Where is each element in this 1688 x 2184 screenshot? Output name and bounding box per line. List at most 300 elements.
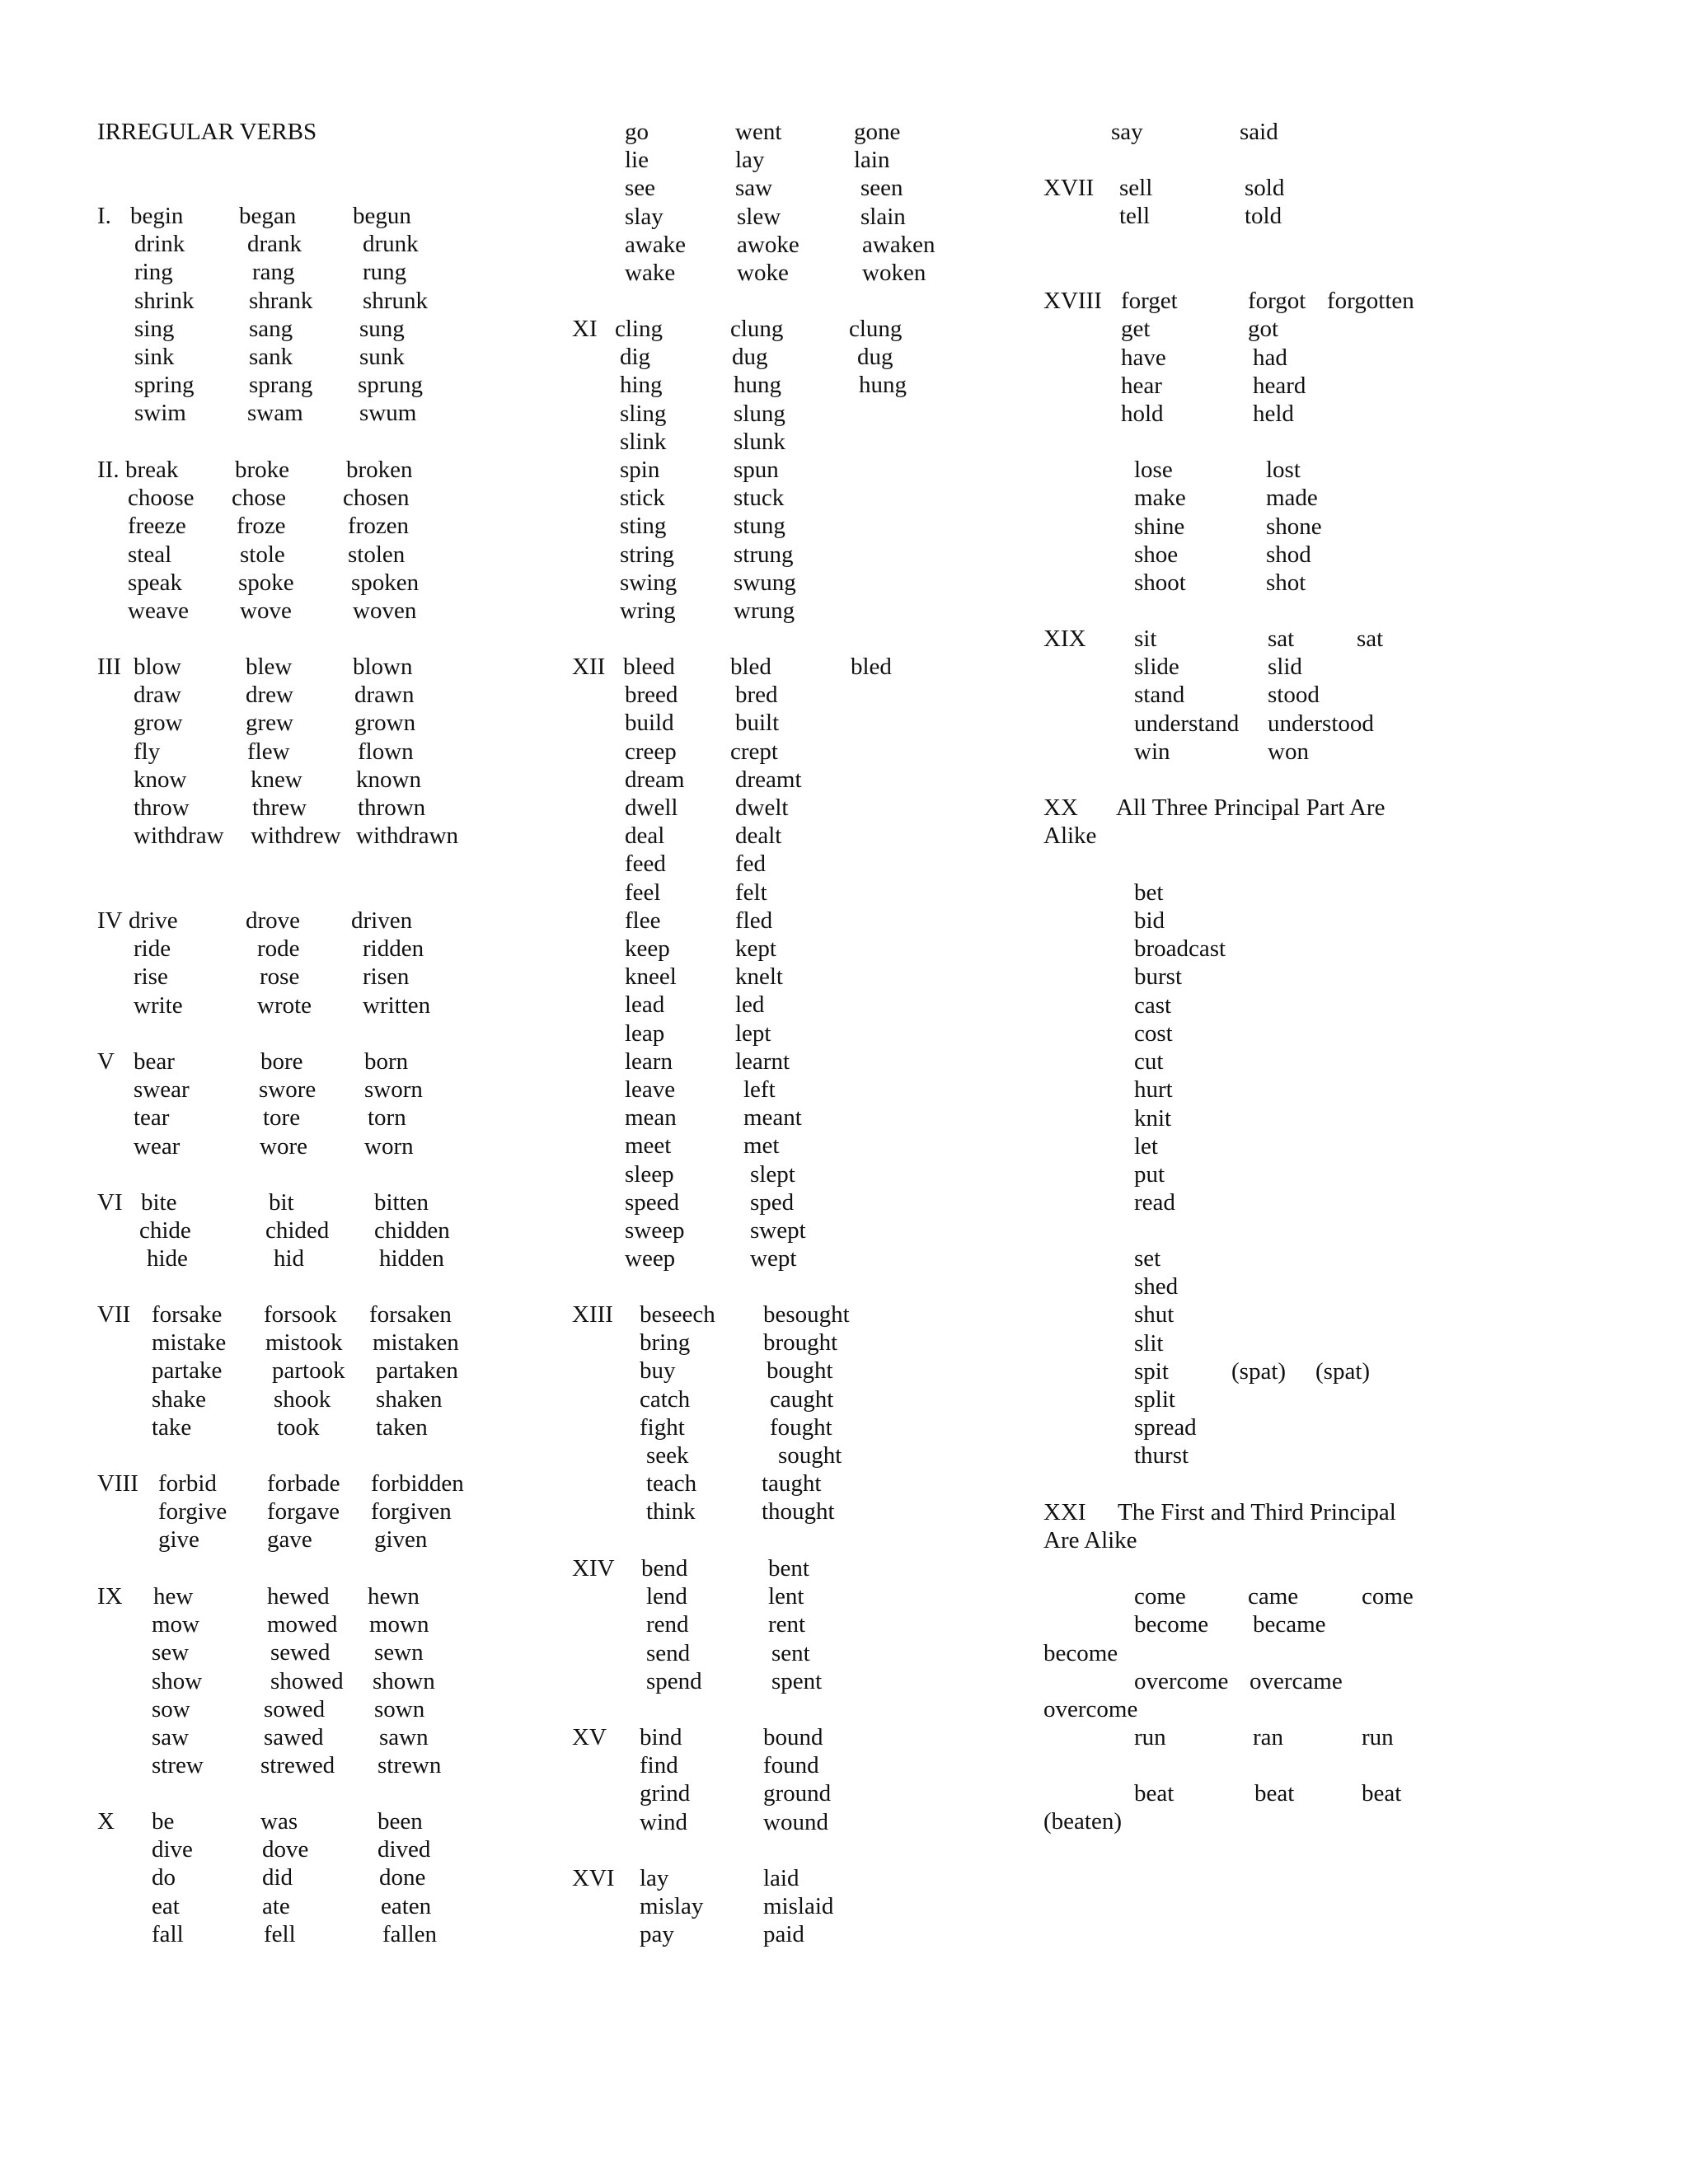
verb-past-participle: shrunk bbox=[363, 287, 428, 314]
verb-base-form: kneel bbox=[625, 963, 677, 991]
verb-past-tense: bled bbox=[730, 654, 771, 680]
verb-base-form: partake bbox=[152, 1357, 223, 1385]
verb-base-form: knit bbox=[1134, 1105, 1172, 1132]
verb-past-tense: was bbox=[260, 1808, 298, 1835]
verb-past-tense: went bbox=[735, 119, 782, 145]
verb-past-participle: worn bbox=[364, 1132, 414, 1160]
verb-base-form: tell bbox=[1119, 203, 1151, 230]
verb-past-tense: bent bbox=[768, 1555, 809, 1582]
verb-past-tense: strewed bbox=[260, 1752, 335, 1779]
verb-past-participle: been bbox=[377, 1808, 423, 1835]
verb-past-tense: heard bbox=[1253, 373, 1306, 399]
verb-past-tense: showed bbox=[270, 1667, 344, 1694]
verb-past-tense: mowed bbox=[267, 1611, 338, 1638]
verb-base-form: keep bbox=[625, 935, 670, 962]
verb-base-form: fight bbox=[640, 1413, 685, 1441]
verb-past-tense: got bbox=[1248, 316, 1279, 342]
verb-past-tense: stuck bbox=[734, 485, 785, 512]
verb-past-participle: done bbox=[379, 1864, 426, 1891]
verb-base-form: forsake bbox=[152, 1301, 223, 1328]
verb-base-form: chide bbox=[139, 1217, 191, 1244]
verb-past-tense: wrote bbox=[257, 991, 312, 1019]
verb-base-form: wring bbox=[620, 598, 676, 624]
verb-past-tense: brought bbox=[763, 1329, 838, 1357]
verb-base-form: lead bbox=[625, 991, 665, 1019]
verb-base-form: swim bbox=[134, 400, 186, 427]
group-numeral: I. bbox=[97, 203, 111, 229]
verb-base-form: break bbox=[125, 457, 179, 483]
group-numeral: III bbox=[97, 654, 121, 680]
verb-base-form: run bbox=[1134, 1724, 1166, 1750]
verb-past-tense: slept bbox=[750, 1160, 795, 1188]
verb-past-participle: risen bbox=[363, 963, 410, 991]
verb-past-tense: withdrew bbox=[251, 823, 341, 850]
verb-past-tense: beat bbox=[1254, 1780, 1295, 1807]
verb-base-form: speed bbox=[625, 1188, 680, 1216]
verb-base-form: wake bbox=[625, 260, 676, 286]
verb-past-tense: understood bbox=[1268, 710, 1374, 737]
verb-base-form: stand bbox=[1134, 682, 1185, 709]
verb-base-form: set bbox=[1134, 1245, 1161, 1272]
verb-base-form: do bbox=[152, 1864, 176, 1891]
verb-past-participle: (spat) bbox=[1315, 1358, 1371, 1385]
verb-past-participle: broken bbox=[346, 457, 413, 483]
group-numeral: VIII bbox=[97, 1470, 138, 1497]
group-numeral: VII bbox=[97, 1301, 131, 1328]
verb-past-tense: blew bbox=[246, 654, 293, 680]
verb-past-tense: crept bbox=[730, 738, 778, 765]
verb-past-participle: bitten bbox=[374, 1189, 429, 1216]
verb-base-form: become bbox=[1134, 1611, 1209, 1638]
verb-past-tense: felt bbox=[735, 879, 767, 906]
verb-past-tense: sped bbox=[750, 1188, 795, 1216]
verb-base-form: thurst bbox=[1134, 1442, 1189, 1469]
verb-base-form: eat bbox=[152, 1892, 180, 1919]
verb-base-form: drive bbox=[129, 907, 178, 934]
verb-past-tense: fed bbox=[735, 851, 767, 878]
verb-base-form: get bbox=[1121, 316, 1151, 342]
verb-past-tense: led bbox=[735, 991, 765, 1019]
verb-past-participle: born bbox=[364, 1048, 409, 1075]
verb-past-participle: thrown bbox=[358, 794, 426, 821]
verb-base-form: mistake bbox=[152, 1329, 227, 1357]
verb-base-form: awake bbox=[625, 231, 687, 258]
group-numeral: II. bbox=[97, 457, 120, 483]
verb-base-form: hew bbox=[153, 1583, 194, 1610]
verb-base-form: bite bbox=[141, 1189, 177, 1216]
verb-past-tense: did bbox=[262, 1864, 293, 1891]
verb-base-form: dwell bbox=[625, 794, 678, 821]
verb-base-form: bind bbox=[640, 1724, 682, 1750]
verb-past-tense: wept bbox=[750, 1245, 797, 1272]
verb-base-form: creep bbox=[625, 738, 677, 765]
verb-base-form: slide bbox=[1134, 654, 1179, 681]
verb-base-form: shut bbox=[1134, 1301, 1175, 1328]
verb-base-form: hing bbox=[620, 372, 663, 399]
verb-base-form: deal bbox=[625, 823, 665, 850]
verb-past-participle: eaten bbox=[381, 1892, 432, 1919]
verb-base-form: dream bbox=[625, 766, 685, 793]
verb-base-form: shine bbox=[1134, 513, 1185, 540]
verb-base-form: feed bbox=[625, 851, 666, 878]
group-numeral: XV bbox=[572, 1724, 607, 1750]
verb-past-participle: woken bbox=[862, 260, 926, 286]
verb-past-participle: lain bbox=[854, 147, 890, 174]
verb-base-form: forget bbox=[1121, 288, 1178, 314]
verb-past-tense: built bbox=[735, 710, 780, 737]
verb-past-participle: withdrawn bbox=[356, 823, 459, 850]
verb-base-form: understand bbox=[1134, 710, 1240, 737]
verb-past-tense: lost bbox=[1266, 457, 1301, 483]
group-numeral: XVI bbox=[572, 1865, 615, 1891]
verb-past-participle: begun bbox=[353, 203, 411, 229]
verb-past-tense: held bbox=[1253, 401, 1294, 427]
verb-past-tense: dreamt bbox=[735, 766, 802, 793]
verb-past-participle: taken bbox=[376, 1413, 428, 1441]
verb-past-tense: sowed bbox=[264, 1695, 326, 1722]
verb-base-form: draw bbox=[134, 682, 181, 709]
group-numeral: XX bbox=[1043, 794, 1078, 821]
verb-past-participle: hidden bbox=[379, 1245, 444, 1272]
verb-past-tense: mislaid bbox=[763, 1893, 834, 1920]
verb-past-participle: rung bbox=[363, 259, 407, 286]
verb-past-participle: torn bbox=[368, 1104, 406, 1132]
group-heading: Alike bbox=[1043, 823, 1097, 849]
verb-past-participle: forsaken bbox=[369, 1301, 452, 1328]
verb-base-form: give bbox=[158, 1526, 199, 1554]
verb-past-participle: spoken bbox=[351, 569, 420, 596]
verb-base-form: withdraw bbox=[134, 823, 224, 850]
verb-past-tense: sank bbox=[249, 344, 293, 370]
verb-base-form: leave bbox=[625, 1076, 676, 1103]
verb-past-tense: swung bbox=[734, 569, 796, 596]
verb-past-participle: clung bbox=[849, 316, 903, 342]
verb-base-form: sell bbox=[1119, 175, 1153, 201]
verb-base-form: spring bbox=[134, 372, 195, 399]
verb-base-form: stick bbox=[620, 485, 665, 512]
verb-base-form: rend bbox=[646, 1611, 689, 1638]
verb-base-form: tear bbox=[134, 1104, 170, 1132]
verb-base-form: see bbox=[625, 175, 656, 202]
verb-past-tense: rang bbox=[252, 259, 295, 286]
verb-past-tense: knelt bbox=[735, 963, 783, 991]
group-numeral: V bbox=[97, 1048, 115, 1075]
verb-base-form: wind bbox=[640, 1808, 687, 1835]
verb-past-participle: bled bbox=[851, 654, 892, 680]
verb-past-tense: sold bbox=[1245, 175, 1285, 201]
verb-past-participle: sworn bbox=[364, 1076, 423, 1104]
verb-base-form: spread bbox=[1134, 1414, 1197, 1441]
group-numeral: XIV bbox=[572, 1555, 615, 1582]
verb-past-tense: grew bbox=[246, 710, 293, 737]
group-heading: Are Alike bbox=[1043, 1527, 1137, 1554]
verb-base-form: ride bbox=[134, 935, 171, 963]
verb-base-form: dive bbox=[152, 1836, 193, 1863]
verb-past-tense: met bbox=[743, 1132, 780, 1160]
verb-past-tense: began bbox=[239, 203, 297, 229]
verb-past-tense: wove bbox=[240, 598, 292, 624]
verb-base-form: speak bbox=[128, 569, 183, 596]
verb-base-form: bring bbox=[640, 1329, 691, 1357]
verb-past-participle: blown bbox=[353, 654, 413, 680]
verb-base-form: shake bbox=[152, 1385, 207, 1413]
verb-base-form: sit bbox=[1134, 626, 1157, 652]
verb-past-participle: known bbox=[356, 766, 421, 793]
verb-base-form: have bbox=[1121, 344, 1166, 371]
verb-past-tense: besought bbox=[763, 1301, 850, 1328]
verb-past-tense: froze bbox=[237, 513, 286, 540]
verb-base-form: feel bbox=[625, 879, 661, 906]
verb-past-tense: chided bbox=[265, 1217, 330, 1244]
verb-base-form: be bbox=[152, 1808, 175, 1835]
verb-alternate-form: (beaten) bbox=[1043, 1808, 1122, 1835]
verb-past-participle: hung bbox=[859, 372, 907, 399]
verb-past-tense: drove bbox=[246, 907, 301, 934]
verb-past-participle: sprung bbox=[358, 372, 423, 399]
verb-base-form: split bbox=[1134, 1386, 1175, 1413]
verb-base-form: slay bbox=[625, 203, 663, 230]
verb-past-tense: paid bbox=[763, 1921, 804, 1948]
verb-base-form: spend bbox=[646, 1667, 702, 1694]
verb-past-tense: shot bbox=[1266, 569, 1306, 596]
group-numeral: XIII bbox=[572, 1301, 613, 1328]
verb-base-form: bid bbox=[1134, 907, 1165, 934]
verb-base-form: shoot bbox=[1134, 569, 1186, 596]
verb-past-participle: drunk bbox=[363, 231, 419, 258]
verb-past-tense: told bbox=[1245, 203, 1282, 230]
verb-past-tense: forsook bbox=[264, 1301, 337, 1328]
verb-past-participle: sung bbox=[359, 315, 405, 342]
verb-past-tense: made bbox=[1266, 485, 1318, 511]
verb-past-participle: overcome bbox=[1043, 1696, 1138, 1722]
verb-past-tense: threw bbox=[252, 794, 307, 821]
verb-past-tense: caught bbox=[770, 1385, 834, 1413]
verb-base-form: hurt bbox=[1134, 1076, 1173, 1103]
verb-past-participle: given bbox=[374, 1526, 428, 1554]
verb-base-form: sting bbox=[620, 513, 667, 540]
verb-base-form: know bbox=[134, 766, 187, 793]
verb-past-tense: ground bbox=[763, 1780, 832, 1807]
verb-base-form: buy bbox=[640, 1357, 676, 1385]
verb-past-tense: dealt bbox=[735, 823, 782, 850]
verb-past-tense: dwelt bbox=[735, 794, 789, 821]
verb-past-tense: spent bbox=[771, 1667, 823, 1694]
verb-base-form: mislay bbox=[640, 1893, 704, 1920]
verb-base-form: string bbox=[620, 541, 675, 568]
verb-base-form: grind bbox=[640, 1780, 691, 1807]
verb-past-tense: hung bbox=[734, 372, 781, 399]
verb-base-form: send bbox=[646, 1639, 691, 1666]
verb-past-tense: awoke bbox=[737, 231, 799, 258]
verb-past-tense: slung bbox=[734, 400, 785, 427]
verb-base-form: weave bbox=[128, 598, 190, 624]
verb-past-participle: sat bbox=[1357, 626, 1384, 652]
verb-base-form: sleep bbox=[625, 1160, 674, 1188]
group-numeral: XVIII bbox=[1043, 288, 1102, 314]
verb-past-tense: tore bbox=[263, 1104, 301, 1132]
verb-past-participle: frozen bbox=[348, 513, 410, 540]
verb-past-participle: beat bbox=[1362, 1780, 1402, 1807]
verb-base-form: win bbox=[1134, 738, 1170, 765]
group-numeral: IV bbox=[97, 907, 123, 934]
verb-past-tense: shod bbox=[1266, 541, 1311, 568]
verb-base-form: strew bbox=[152, 1752, 204, 1779]
verb-past-participle: swum bbox=[359, 400, 417, 427]
verb-base-form: let bbox=[1134, 1133, 1158, 1160]
verb-base-form: bend bbox=[641, 1555, 688, 1582]
verb-base-form: slit bbox=[1134, 1330, 1164, 1357]
verb-base-form: lie bbox=[625, 147, 649, 174]
verb-past-tense: fell bbox=[264, 1920, 296, 1947]
verb-past-tense: woke bbox=[737, 260, 789, 286]
verb-base-form: swear bbox=[134, 1076, 190, 1104]
verb-base-form: ring bbox=[134, 259, 173, 286]
verb-past-tense: took bbox=[277, 1413, 320, 1441]
verb-base-form: mow bbox=[152, 1611, 199, 1638]
verb-past-tense: spun bbox=[734, 457, 779, 483]
verb-base-form: freeze bbox=[128, 513, 186, 540]
verb-past-participle: come bbox=[1362, 1583, 1414, 1610]
verb-past-tense: taught bbox=[762, 1470, 822, 1497]
group-numeral: XIX bbox=[1043, 626, 1086, 652]
verb-base-form: slink bbox=[620, 428, 667, 455]
verb-past-participle: mistaken bbox=[373, 1329, 459, 1357]
verb-base-form: hold bbox=[1121, 401, 1164, 427]
verb-base-form: leap bbox=[625, 1019, 665, 1047]
verb-past-tense: rode bbox=[257, 935, 300, 963]
verb-past-tense: stung bbox=[734, 513, 785, 540]
verb-past-participle: seen bbox=[860, 175, 903, 202]
verb-past-participle: strewn bbox=[377, 1752, 442, 1779]
verb-past-participle: gone bbox=[854, 119, 901, 145]
verb-base-form: cut bbox=[1134, 1048, 1164, 1075]
verb-past-tense: slunk bbox=[734, 428, 785, 455]
verb-past-tense: thought bbox=[762, 1498, 835, 1526]
verb-base-form: burst bbox=[1134, 963, 1182, 990]
verb-past-tense: slew bbox=[737, 203, 781, 230]
verb-past-tense: learnt bbox=[735, 1047, 790, 1075]
verb-base-form: say bbox=[1111, 119, 1143, 145]
verb-past-participle: shaken bbox=[376, 1385, 443, 1413]
verb-base-form: broadcast bbox=[1134, 935, 1226, 962]
verb-past-tense: swept bbox=[750, 1217, 806, 1244]
verb-past-participle: dug bbox=[857, 344, 893, 371]
verb-past-tense: won bbox=[1268, 738, 1309, 765]
verb-past-tense: mistook bbox=[265, 1329, 343, 1357]
verb-past-tense: bore bbox=[260, 1048, 303, 1075]
verb-past-tense: flew bbox=[247, 738, 290, 765]
verb-past-tense: clung bbox=[730, 316, 784, 342]
group-numeral: X bbox=[97, 1808, 115, 1835]
verb-past-tense: dove bbox=[262, 1836, 309, 1863]
verb-base-form: blow bbox=[134, 654, 181, 680]
verb-past-participle: forgotten bbox=[1327, 288, 1414, 314]
verb-past-tense: hewed bbox=[267, 1583, 330, 1610]
verb-past-tense: chose bbox=[232, 485, 287, 512]
verb-past-tense: overcame bbox=[1250, 1668, 1343, 1694]
verb-base-form: lend bbox=[646, 1583, 687, 1610]
verb-base-form: grow bbox=[134, 710, 183, 737]
verb-base-form: overcome bbox=[1134, 1668, 1229, 1694]
verb-base-form: find bbox=[640, 1752, 678, 1779]
verb-base-form: choose bbox=[128, 485, 195, 512]
verb-past-tense: ran bbox=[1253, 1724, 1284, 1750]
verb-past-participle: forgiven bbox=[371, 1498, 452, 1526]
verb-past-tense: sent bbox=[771, 1639, 810, 1666]
verb-past-participle: mown bbox=[369, 1611, 429, 1638]
verb-base-form: sew bbox=[152, 1639, 190, 1666]
verb-base-form: build bbox=[625, 710, 674, 737]
verb-past-tense: shone bbox=[1266, 513, 1322, 540]
verb-base-form: hear bbox=[1121, 373, 1162, 399]
group-heading: The First and Third Principal bbox=[1118, 1499, 1396, 1526]
verb-base-form: dig bbox=[620, 344, 651, 371]
verb-base-form: rise bbox=[134, 963, 168, 991]
verb-past-tense: partook bbox=[272, 1357, 345, 1385]
verb-base-form: teach bbox=[646, 1470, 697, 1497]
verb-past-tense: left bbox=[743, 1076, 776, 1103]
verb-past-tense: found bbox=[763, 1752, 819, 1779]
verb-base-form: read bbox=[1134, 1189, 1175, 1216]
verb-base-form: sing bbox=[134, 315, 175, 342]
verb-base-form: bear bbox=[134, 1048, 175, 1075]
verb-base-form: beat bbox=[1134, 1780, 1175, 1807]
verb-base-form: pay bbox=[640, 1921, 674, 1948]
verb-base-form: lay bbox=[640, 1865, 669, 1891]
group-heading: All Three Principal Part Are bbox=[1116, 794, 1386, 821]
verb-base-form: go bbox=[625, 119, 649, 145]
verb-base-form: bet bbox=[1134, 879, 1164, 906]
verb-base-form: show bbox=[152, 1667, 203, 1694]
verb-past-tense: sang bbox=[249, 315, 293, 342]
verb-past-tense: rose bbox=[260, 963, 300, 991]
verb-base-form: take bbox=[152, 1413, 192, 1441]
verb-past-tense: sat bbox=[1268, 626, 1295, 652]
verb-base-form: catch bbox=[640, 1385, 691, 1413]
verb-past-participle: slain bbox=[860, 203, 906, 230]
verb-base-form: sow bbox=[152, 1695, 190, 1722]
verb-past-tense: stood bbox=[1268, 682, 1320, 709]
verb-past-tense: strung bbox=[734, 541, 794, 568]
verb-past-participle: woven bbox=[353, 598, 417, 624]
verb-base-form: hide bbox=[147, 1245, 188, 1272]
verb-past-tense: had bbox=[1253, 344, 1287, 371]
verb-past-tense: lent bbox=[768, 1583, 804, 1610]
verb-base-form: swing bbox=[620, 569, 678, 596]
verb-base-form: sling bbox=[620, 400, 667, 427]
verb-past-participle: run bbox=[1362, 1724, 1394, 1750]
verb-past-participle: chosen bbox=[343, 485, 410, 512]
verb-past-tense: shook bbox=[274, 1385, 331, 1413]
verb-past-tense: laid bbox=[763, 1865, 799, 1891]
verb-past-tense: drew bbox=[246, 682, 293, 709]
verb-base-form: steal bbox=[128, 541, 172, 568]
verb-base-form: flee bbox=[625, 907, 661, 934]
verb-base-form: think bbox=[646, 1498, 696, 1526]
verb-past-participle: partaken bbox=[376, 1357, 458, 1385]
verb-past-participle: sown bbox=[374, 1695, 425, 1722]
verb-past-participle: flown bbox=[358, 738, 414, 765]
verb-past-participle: drawn bbox=[354, 682, 415, 709]
verb-past-tense: fled bbox=[735, 907, 773, 934]
verb-past-tense: sought bbox=[778, 1442, 842, 1469]
verb-past-tense: wound bbox=[763, 1808, 828, 1835]
verb-past-participle: become bbox=[1043, 1640, 1118, 1666]
verb-past-tense: bought bbox=[767, 1357, 833, 1385]
verb-base-form: meet bbox=[625, 1132, 672, 1160]
verb-base-form: forbid bbox=[158, 1470, 217, 1497]
verb-past-participle: hewn bbox=[368, 1583, 420, 1610]
